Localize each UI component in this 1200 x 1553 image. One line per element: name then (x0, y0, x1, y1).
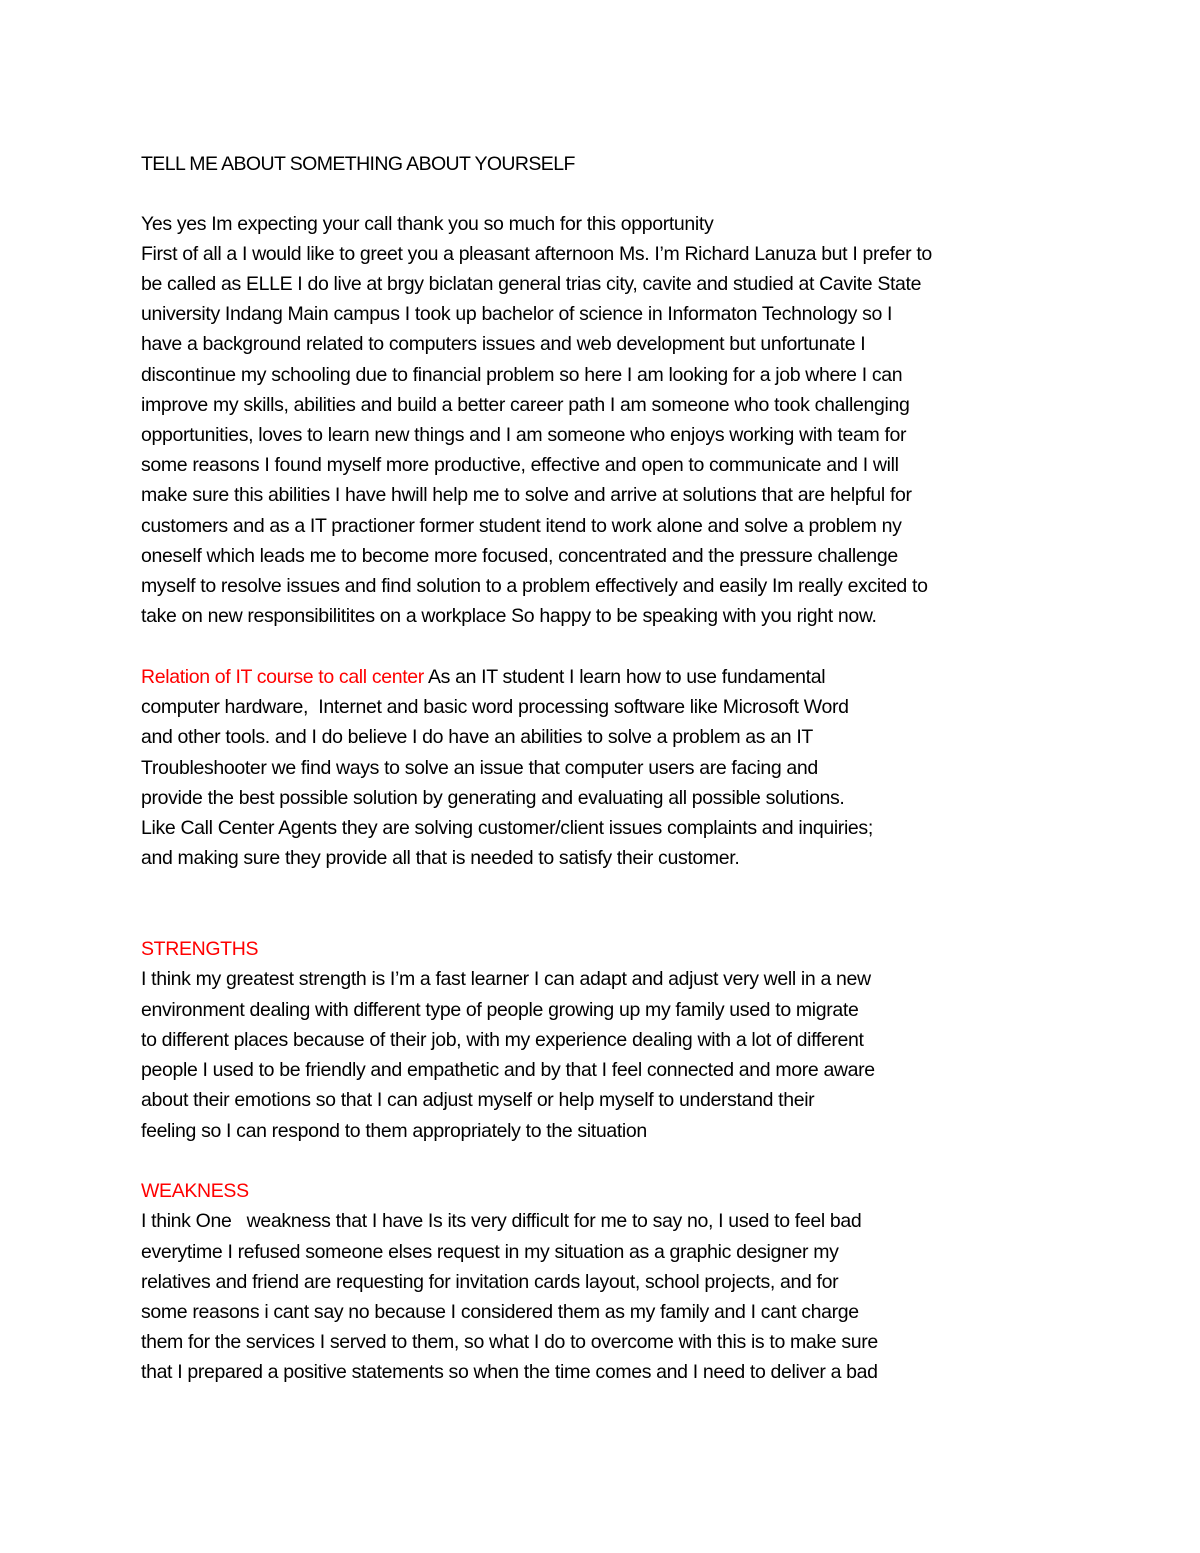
intro-line: improve my skills, abilities and build a better career path I am someone who took challenging (141, 394, 910, 416)
weakness-heading: WEAKNESS (141, 1180, 249, 1202)
intro-line: myself to resolve issues and find solution to a problem effectively and easily Im really excited to (141, 575, 928, 597)
strengths-line: to different places because of their job, with my experience dealing with a lot of different (141, 1029, 864, 1051)
strengths-line: about their emotions so that I can adjust myself or help myself to understand their (141, 1089, 815, 1111)
intro-line: First of all a I would like to greet you a pleasant afternoon Ms. I’m Richard Lanuza but I prefer to (141, 243, 932, 265)
intro-line: opportunities, loves to learn new things and I am someone who enjoys working with team for (141, 424, 907, 446)
weakness-line: I think One weakness that I have Is its very difficult for me to say no, I used to feel bad (141, 1210, 862, 1232)
intro-line: Yes yes Im expecting your call thank you so much for this opportunity (141, 213, 714, 235)
intro-line: be called as ELLE I do live at brgy biclatan general trias city, cavite and studied at Cavite State (141, 273, 922, 295)
weakness-line: them for the services I served to them, so what I do to overcome with this is to make sure (141, 1331, 878, 1353)
weakness-line: relatives and friend are requesting for invitation cards layout, school projects, and for (141, 1271, 839, 1293)
relation-line: and making sure they provide all that is needed to satisfy their customer. (141, 847, 740, 869)
intro-line: oneself which leads me to become more focused, concentrated and the pressure challenge (141, 545, 898, 567)
relation-line: Like Call Center Agents they are solving customer/client issues complaints and inquiries; (141, 817, 873, 839)
relation-line: computer hardware, Internet and basic word processing software like Microsoft Word (141, 696, 849, 718)
relation-line: and other tools. and I do believe I do have an abilities to solve a problem as an IT (141, 726, 813, 748)
page-title: TELL ME ABOUT SOMETHING ABOUT YOURSELF (141, 153, 575, 175)
intro-line: take on new responsibilitites on a workplace So happy to be speaking with you right now. (141, 605, 877, 627)
strengths-line: environment dealing with different type of people growing up my family used to migrate (141, 999, 859, 1021)
intro-line: discontinue my schooling due to financial problem so here I am looking for a job where I can (141, 364, 903, 386)
strengths-heading: STRENGTHS (141, 938, 259, 960)
weakness-line: everytime I refused someone elses request in my situation as a graphic designer my (141, 1241, 839, 1263)
intro-line: some reasons I found myself more productive, effective and open to communicate and I will (141, 454, 899, 476)
intro-line: have a background related to computers issues and web development but unfortunate I (141, 333, 866, 355)
strengths-line: I think my greatest strength is I’m a fast learner I can adapt and adjust very well in a new (141, 968, 871, 990)
relation-line: Troubleshooter we find ways to solve an issue that computer users are facing and (141, 757, 818, 779)
intro-line: make sure this abilities I have hwill help me to solve and arrive at solutions that are helpful for (141, 484, 912, 506)
intro-line: university Indang Main campus I took up bachelor of science in Informaton Technology so I (141, 303, 893, 325)
weakness-line: some reasons i cant say no because I considered them as my family and I cant charge (141, 1301, 859, 1323)
weakness-line: that I prepared a positive statements so when the time comes and I need to deliver a bad (141, 1361, 878, 1383)
strengths-line: people I used to be friendly and empathetic and by that I feel connected and more aware (141, 1059, 875, 1081)
relation-first-line (141, 662, 825, 692)
relation-line: provide the best possible solution by generating and evaluating all possible solutions. (141, 787, 845, 809)
strengths-line: feeling so I can respond to them appropriately to the situation (141, 1120, 647, 1142)
relation-heading: Relation of IT course to call center (141, 666, 424, 688)
intro-line: customers and as a IT practioner former student itend to work alone and solve a problem ny (141, 515, 902, 537)
relation-first-line-text: As an IT student I learn how to use fundamental (423, 666, 826, 688)
